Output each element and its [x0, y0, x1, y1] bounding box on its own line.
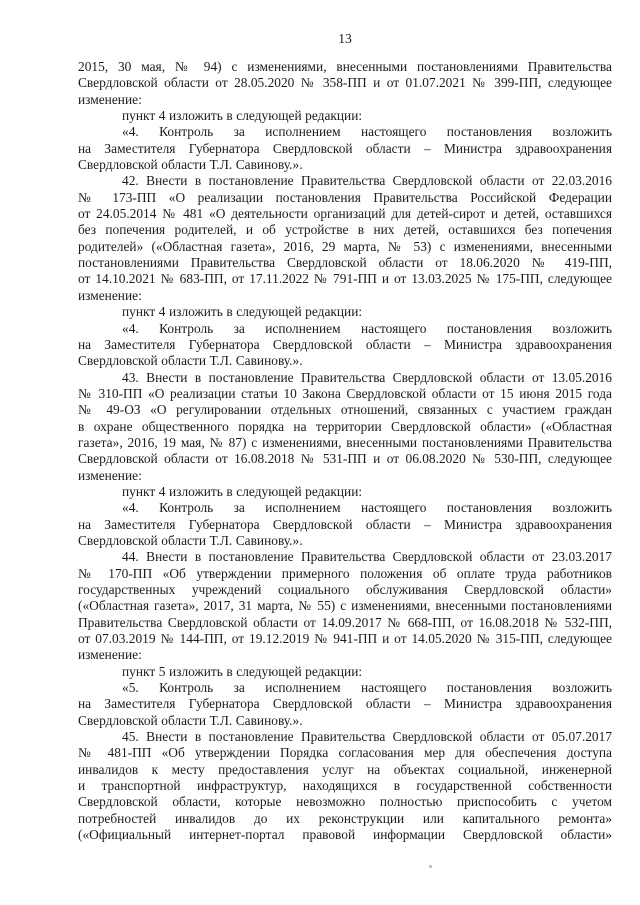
paragraph: [78, 108, 612, 124]
text-line: 2015, 30 мая, № 94) с изменениями, внесенными постановлениями Правительства: [78, 59, 612, 74]
text-line: родителей» («Областная газета», 2016, 29 марта, № 53) с изменениями, внесенными: [78, 238, 612, 254]
text-line: («Официальный интернет-портал правовой информации Свердловской области»: [78, 827, 612, 843]
text-line: инвалидов к месту предоставления услуг на объектах социальной, инженерной: [78, 761, 612, 777]
document-body: [78, 59, 612, 844]
text-line: Свердловской области Т.Л. Савинову.».: [78, 712, 303, 728]
text-line: «5. Контроль за исполнением настоящего постановления возложить: [122, 680, 612, 696]
text-line: пункт 4 изложить в следующей редакции:: [122, 483, 363, 499]
text-line: без попечения родителей, и об устройстве в них детей, оставшихся без попечения: [78, 222, 612, 238]
paragraph: [78, 549, 612, 663]
text-line: на Заместителя Губернатора Свердловской области – Министра здравоохранения: [78, 336, 612, 352]
paragraph: [78, 664, 612, 680]
paragraph: [78, 370, 612, 484]
paragraph: [78, 500, 612, 549]
text-line: на Заместителя Губернатора Свердловской области – Министра здравоохранения: [78, 516, 612, 532]
text-line: Свердловской области Т.Л. Савинову.».: [78, 353, 303, 369]
text-line: от 14.10.2021 № 683-ПП, от 17.11.2022 № 791-ПП и от 13.03.2025 № 175-ПП, следующее: [78, 271, 612, 287]
page-number: 13: [338, 31, 352, 46]
text-line: «4. Контроль за исполнением настоящего постановления возложить: [122, 124, 612, 140]
text-line: изменение:: [78, 467, 142, 483]
paragraph: [78, 124, 612, 173]
text-line: Правительства Свердловской области от 14.09.2017 № 668-ПП, от 16.08.2018 № 532-ПП,: [78, 614, 612, 630]
text-line: постановлениями Правительства Свердловской области от 18.06.2020 № 419-ПП,: [78, 255, 612, 271]
text-line: «4. Контроль за исполнением настоящего постановления возложить: [122, 500, 612, 516]
text-line: пункт 4 изложить в следующей редакции:: [122, 304, 363, 320]
text-line: № 310-ПП «О реализации статьи 10 Закона Свердловской области от 15 июня 2015 года: [78, 385, 612, 401]
text-line: Свердловской области от 28.05.2020 № 358-ПП и от 01.07.2021 № 399-ПП, следующее: [78, 75, 612, 91]
text-line: Свердловской области Т.Л. Савинову.».: [78, 157, 303, 173]
text-line: 42. Внести в постановление Правительства Свердловской области от 22.03.2016: [122, 173, 612, 189]
paragraph: [78, 729, 612, 843]
text-line: № 481-ПП «Об утверждении Порядка согласования мер для обеспечения доступа: [78, 745, 612, 761]
paragraph: [78, 321, 612, 370]
text-line: от 24.05.2014 № 481 «О деятельности организаций для детей-сирот и детей, оставшихся: [78, 206, 612, 222]
text-line: № 170-ПП «Об утверждении примерного положения об оплате труда работников: [78, 565, 612, 581]
text-line: 44. Внести в постановление Правительства Свердловской области от 23.03.2017: [122, 549, 612, 565]
text-line: Свердловской области, которые невозможно полностью приспособить с учетом: [78, 794, 612, 810]
text-line: «4. Контроль за исполнением настоящего постановления возложить: [122, 320, 612, 336]
text-line: Свердловской области Т.Л. Савинову.».: [78, 532, 303, 548]
paragraph: [78, 484, 612, 500]
text-line: пункт 4 изложить в следующей редакции:: [122, 108, 363, 124]
text-line: государственных учреждений социального обслуживания Свердловской области»: [78, 582, 612, 597]
paragraph: [78, 173, 612, 304]
text-line: Свердловской области от 16.08.2018 № 531-ПП и от 06.08.2020 № 530-ПП, следующее: [78, 451, 612, 467]
text-line: на Заместителя Губернатора Свердловской области – Министра здравоохранения: [78, 140, 612, 156]
text-line: от 07.03.2019 № 144-ПП, от 19.12.2019 № 941-ПП и от 14.05.2020 № 315-ПП, следующее: [78, 631, 612, 647]
text-line: изменение:: [78, 91, 142, 107]
text-line: изменение:: [78, 287, 142, 303]
scan-artifact-dot: [429, 865, 432, 868]
text-line: № 49-ОЗ «О регулировании отдельных отношений, связанных с участием граждан: [78, 402, 612, 418]
text-line: в охране общественного порядка на территории Свердловской области» («Областная: [78, 418, 612, 434]
paragraph: [78, 59, 612, 108]
text-line: изменение:: [78, 647, 142, 663]
text-line: и транспортной инфраструктур, находящихся в государственной собственности: [78, 778, 612, 794]
text-line: 43. Внести в постановление Правительства Свердловской области от 13.05.2016: [122, 369, 612, 385]
paragraph: [78, 304, 612, 320]
text-line: газета», 2016, 19 мая, № 87) с изменениями, внесенными постановлениями Правительства: [78, 434, 612, 450]
text-line: на Заместителя Губернатора Свердловской области – Министра здравоохранения: [78, 696, 612, 712]
text-line: 45. Внести в постановление Правительства Свердловской области от 05.07.2017: [122, 729, 612, 745]
paragraph: [78, 680, 612, 729]
text-line: («Областная газета», 2017, 31 марта, № 55) с изменениями, внесенными постановлениями: [78, 598, 612, 614]
text-line: № 173-ПП «О реализации постановления Правительства Российской Федерации: [78, 189, 612, 205]
text-line: пункт 5 изложить в следующей редакции:: [122, 663, 363, 679]
text-line: потребностей инвалидов до их реконструкции или капитального ремонта»: [78, 810, 612, 826]
